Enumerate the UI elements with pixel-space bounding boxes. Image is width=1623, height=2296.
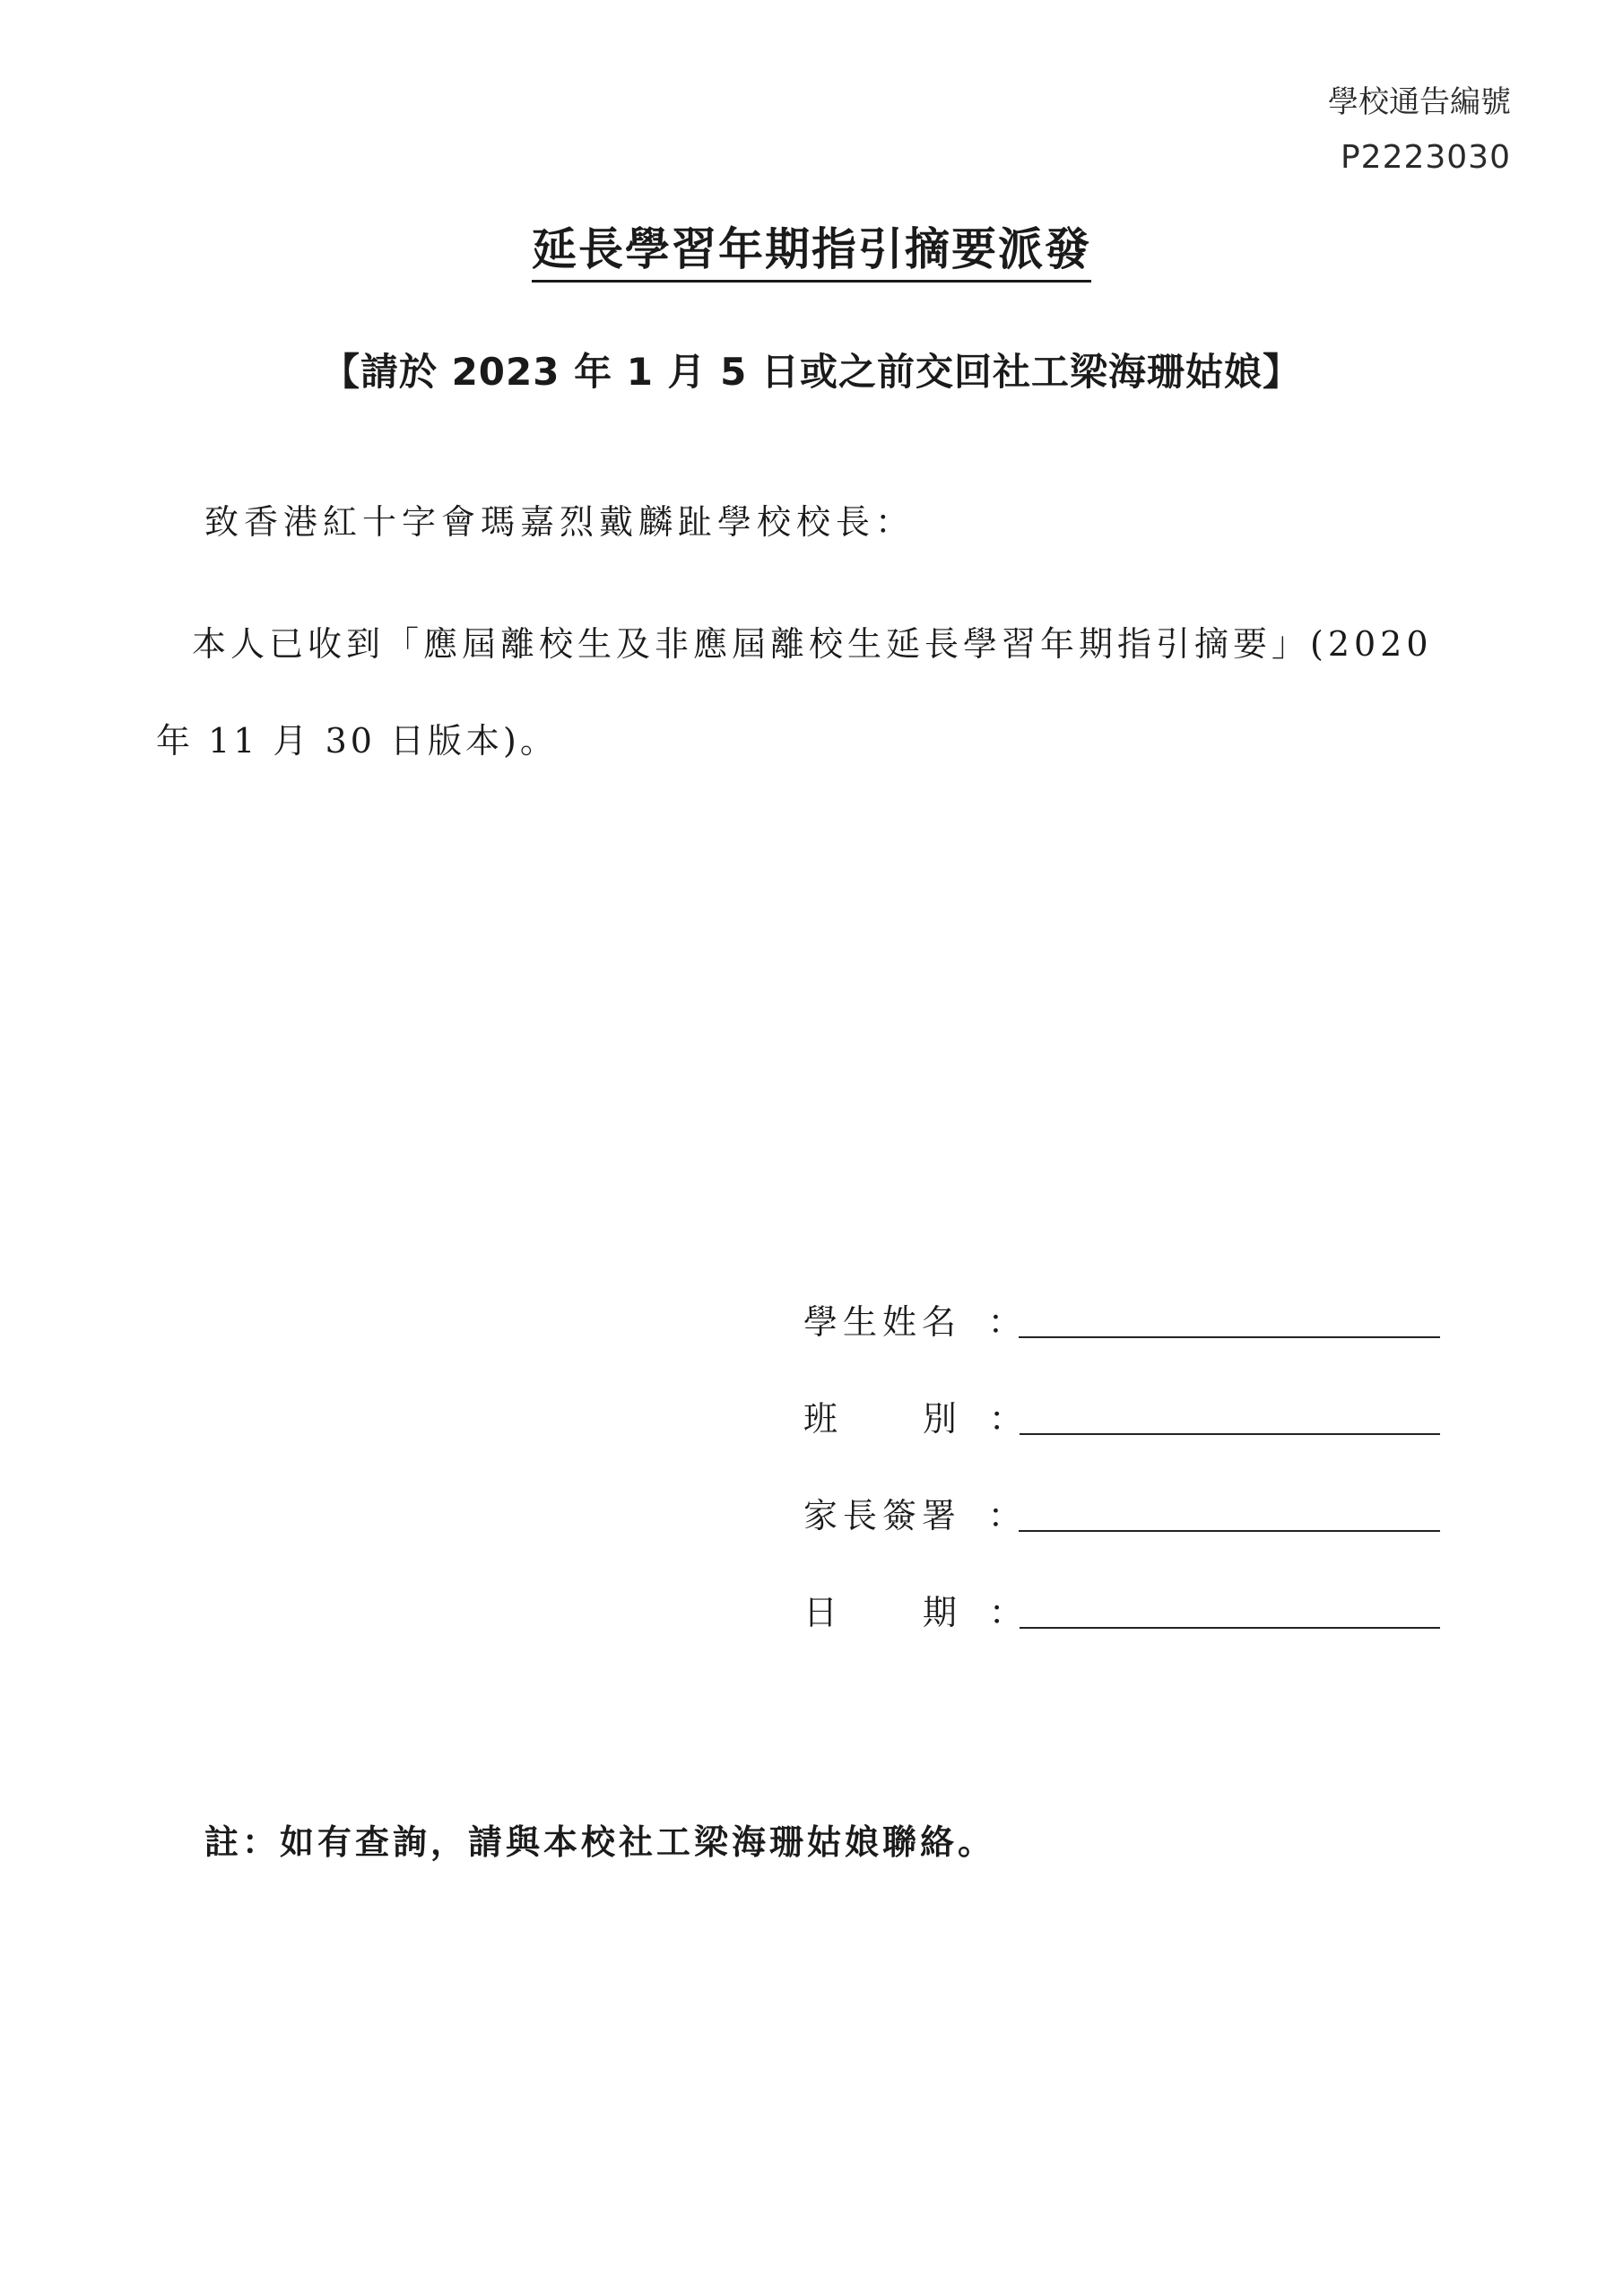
student-name-row <box>803 1248 1440 1345</box>
student-name-field[interactable] <box>1019 1300 1440 1338</box>
colon: ： <box>988 1593 1023 1632</box>
body-text-line-1: 本人已收到「應屆離校生及非應屆離校生延長學習年期指引摘要」(2020 <box>192 624 1433 664</box>
notice-number-code: P2223030 <box>1340 139 1511 176</box>
class-row <box>803 1345 1440 1442</box>
class-field[interactable] <box>1020 1397 1440 1435</box>
parent-signature-label: 家長簽署 <box>803 1496 962 1535</box>
student-name-label: 學生姓名 <box>803 1302 962 1342</box>
colon: ： <box>987 1302 1022 1342</box>
page-title-wrap <box>0 222 1623 283</box>
page-title: 延長學習年期指引摘要派發 <box>532 222 1091 283</box>
class-label-char-2: 別 <box>922 1399 957 1439</box>
parent-signature-row <box>803 1442 1440 1539</box>
parent-signature-field[interactable] <box>1019 1494 1440 1532</box>
contact-note: 註：如有查詢，請與本校社工梁海珊姑娘聯絡。 <box>204 1822 996 1862</box>
colon: ： <box>988 1399 1023 1439</box>
return-deadline: 【請於 2023 年 1 月 5 日或之前交回社工梁海珊姑娘】 <box>321 350 1302 394</box>
class-label <box>803 1396 957 1442</box>
notice-number-block <box>1328 83 1511 178</box>
date-label-char-2: 期 <box>922 1593 957 1632</box>
date-row <box>803 1539 1440 1636</box>
date-label <box>803 1589 957 1636</box>
date-label-char-1: 日 <box>803 1593 838 1632</box>
class-label-char-1: 班 <box>803 1399 838 1439</box>
body-text-line-2: 年 11 月 30 日版本)。 <box>156 721 558 761</box>
salutation: 致香港紅十字會瑪嘉烈戴麟趾學校校長： <box>204 502 916 542</box>
reply-form <box>803 1248 1440 1636</box>
date-field[interactable] <box>1020 1591 1440 1629</box>
colon: ： <box>987 1496 1022 1535</box>
notice-number-label: 學校通告編號 <box>1328 84 1511 120</box>
